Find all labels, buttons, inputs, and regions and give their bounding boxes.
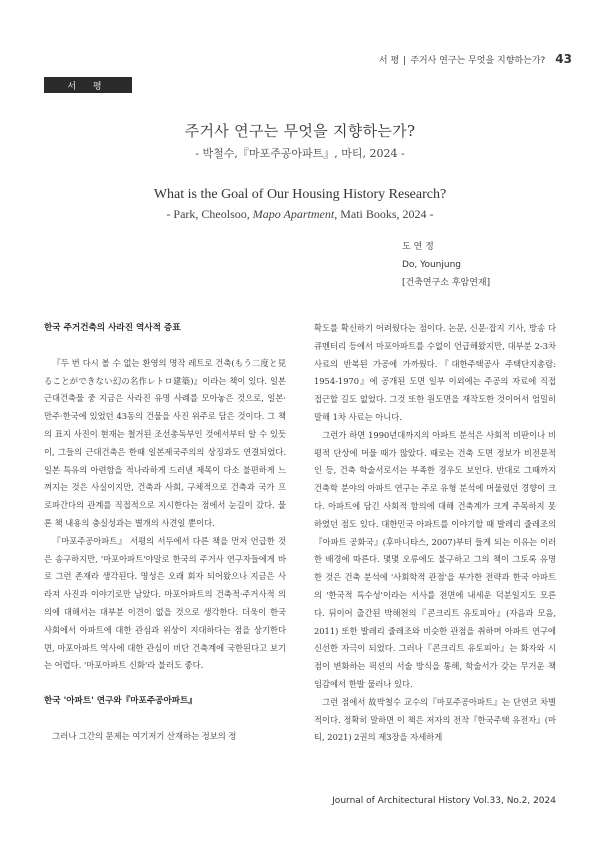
author-affiliation: [건축연구소 후암연재] bbox=[402, 278, 491, 288]
title-english: What is the Goal of Our Housing History Research? bbox=[153, 187, 447, 202]
author-block bbox=[402, 238, 490, 292]
section-badge: 서 평 bbox=[44, 77, 132, 93]
body-paragraph: 『두 번 다시 볼 수 없는 환영의 명작 레트로 건축(もう二度と見ることができない幻の名作レトロ建築)』이라는 책이 있다. 일본 근대건축물 중 지금은 사라진 유명 사례를 모아놓은 것으로, 일본·만주·한국에 있었던 43동의 건물을 사진 위주로 담은 것이다. 그 책의 표지 사진이 현재는 철거된 조선총독부인 것에서부터 알 수 있듯이, 그들의 근대건축은 한때 일본제국주의의 상징과도 연결되었다. 일본 특유의 아련함을 적나라하게 드러낸 제목이 다소 불편하게 느껴지는 것은 사실이지만, 건축과 사회, 구체적으로 건축과 국가 프로파간다의 관계를 직접적으로 지시한다는 점에서 눈길이 갔다. 물론 책 내용의 충실성과는 별개의 사견일 뿐이다. bbox=[44, 357, 286, 528]
subtitle-english-suffix: , Mati Books, 2024 - bbox=[334, 207, 434, 221]
body-paragraph: 그런가 하면 1990년대까지의 아파트 분석은 사회적 비판이나 비평적 단상에 머물 때가 많았다. 때로는 건축 도면 정보가 비전문적인 등, 건축 학술서로서는 부족한 경우도 보인다. 반대로 그때까지 건축학 분야의 아파트 연구는 주로 유형 분석에 머물렀던 경향이 크다. 아파트에 담긴 사회적 함의에 대해 건축계가 크게 주목하지 못하였던 점도 있다. 대한민국 아파트를 이야기할 때 발레리 줄레조의『아파트 공화국』(후마니타스, 2007)부터 들게 되는 이유는 이러한 배경에 따른다. 몇몇 오류에도 불구하고 그의 책이 그토록 유명한 것은 건축 분석에 '사회학적 관점'을 부가한 전략과 한국 아파트의 '한국적 특수성'이라는 서사를 전면에 내세운 덕분일지도 모른다. 뒤이어 출간된 박해천의『콘크리트 유토피아』(자음과 모음, 2011) 또한 발레리 줄레조와 비슷한 관점을 취하며 아파트 연구에 신선한 자극이 되었다. 그러나『콘크리트 유토피아』는 화자와 시점이 변화하는 픽션의 서술 방식을 통해, 학술서가 갖는 무거운 책임감에서 한발 물러나 있다. bbox=[314, 429, 556, 689]
right-column bbox=[314, 320, 556, 747]
subtitle-english-book-title: Mapo Apartment bbox=[252, 207, 335, 221]
title-korean: 주거사 연구는 무엇을 지향하는가? bbox=[184, 122, 416, 140]
section-heading: 한국 주거건축의 사라진 역사적 증표 bbox=[44, 323, 181, 333]
header-separator: | bbox=[403, 56, 407, 66]
running-header bbox=[379, 52, 572, 66]
title-block bbox=[0, 120, 600, 222]
body-paragraph: 『마포주공아파트』 서평의 서두에서 다른 책을 먼저 언급한 것은 송구하지만, '마포아파트'야말로 한국의 주거사 연구자들에게 바로 그런 존재라 생각된다. 명성은 오래 회자 되어왔으나 지금은 사라져 사진과 이야기로만 남았다. 마포아파트의 건축적·주거사적 의의에 대해서는 대부분 이견이 없을 것으로 생각한다. 더욱이 한국 사회에서 아파트에 대한 관심과 위상이 지대하다는 점을 상기한다면, 마포아파트 역사에 대한 관심이 비단 건축계에 국한된다고 보기는 어렵다. '마포아파트 신화'라 불러도 좋다. bbox=[44, 535, 286, 671]
section-heading: 한국 '아파트' 연구와『마포주공아파트』 bbox=[44, 696, 197, 707]
author-name-korean: 도 연 정 bbox=[402, 242, 434, 252]
subtitle-english bbox=[0, 207, 600, 222]
author-name-english: Do, Younjung bbox=[402, 260, 461, 270]
left-column bbox=[44, 320, 286, 746]
body-paragraph: 확도를 확신하기 어려웠다는 점이다. 논문, 신문·잡지 기사, 방송 다큐멘터리 등에서 마포아파트를 수없이 언급해왔지만, 대부분 2-3차 사료의 반복된 가공에 가까웠다.『대한주택공사 주택단지총람: 1954-1970』에 공개된 도면 일부 이외에는 주공의 자료에 직접 접근할 길도 없었다. 그것 또한 원도면을 재작도한 것이어서 엄밀히 말해 1차 사료는 아니다. bbox=[314, 323, 556, 422]
header-section: 서 평 bbox=[378, 56, 400, 66]
journal-footer: Journal of Architectural History Vol.33, No.2, 2024 bbox=[332, 796, 556, 806]
subtitle-korean: - 박철수,『마포주공아파트』, 마티, 2024 - bbox=[195, 147, 405, 160]
subtitle-english-prefix: - Park, Cheolsoo, bbox=[166, 207, 253, 221]
body-paragraph: 그런 점에서 故박철수 교수의『마포주공아파트』는 단연코 차별적이다. 정확히 말하면 이 책은 저자의 전작『한국주택 유전자』(마티, 2021) 2권의 제3장을 자세하게 bbox=[314, 696, 556, 743]
header-running-title: 주거사 연구는 무엇을 지향하는가? bbox=[410, 56, 546, 66]
body-paragraph: 그러나 그간의 문제는 여기저기 산재하는 정보의 정 bbox=[52, 730, 237, 741]
page-number: 43 bbox=[555, 52, 572, 66]
